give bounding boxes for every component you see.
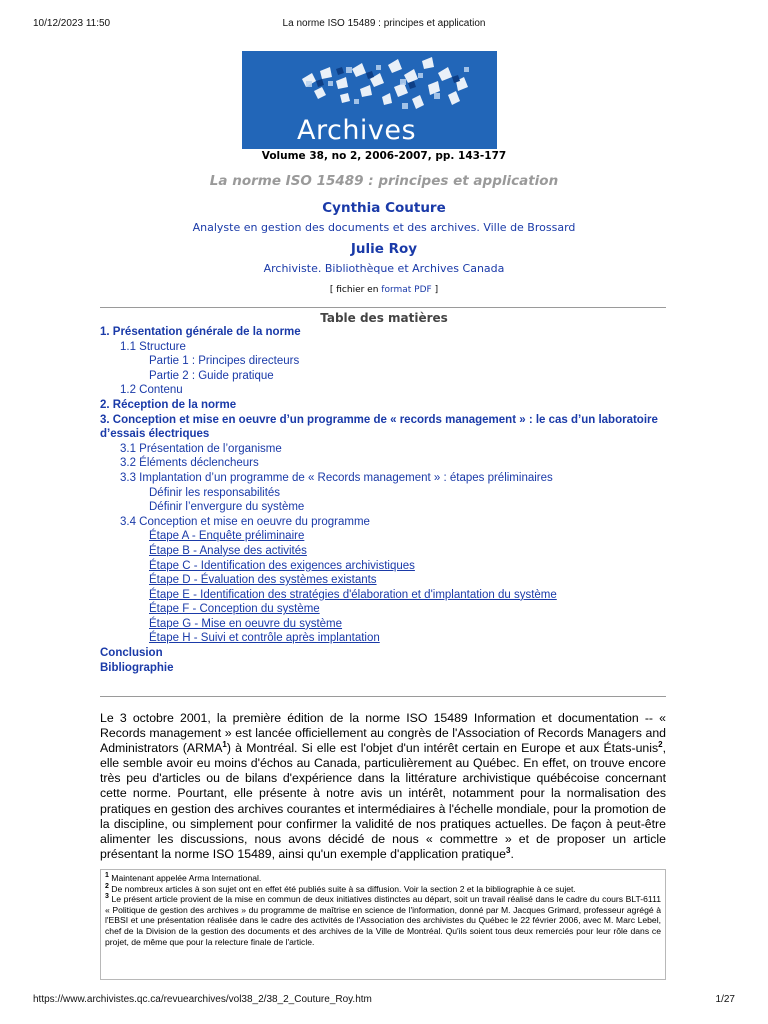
pdf-format-line	[0, 285, 768, 295]
toc-link[interactable]: 1. Présentation générale de la norme	[100, 326, 301, 338]
toc-step-link[interactable]	[100, 544, 660, 559]
toc-link[interactable]: Définir les responsabilités	[149, 486, 281, 499]
toc-link[interactable]: 3.1 Présentation de l’organisme	[120, 442, 282, 455]
toc-step-link[interactable]	[100, 559, 660, 574]
toc-step-link[interactable]	[100, 529, 660, 544]
footnote-ref[interactable]: 1	[222, 740, 227, 750]
footnote-ref[interactable]: 2	[658, 740, 663, 750]
toc-step-label[interactable]: Étape B - Analyse des activités	[149, 544, 307, 557]
toc-link[interactable]: 2. Réception de la norme	[100, 398, 237, 411]
toc-heading: Table des matières	[320, 311, 448, 325]
toc-link[interactable]: Définir l’envergure du système	[149, 501, 305, 514]
author-affiliation: Analyste en gestion des documents et des archives. Ville de Brossard	[192, 221, 576, 234]
intro-text: ) à Montréal. Si elle est l'objet d'un intérêt certain en Europe et aux États-unis	[226, 741, 659, 756]
toc-link[interactable]: 1.1 Structure	[120, 340, 186, 353]
toc-link[interactable]: Partie 2 : Guide pratique	[149, 369, 274, 382]
toc-step-label[interactable]: Étape C - Identification des exigences archivistiques	[149, 559, 415, 572]
divider	[100, 307, 666, 308]
footnote-text: Maintenant appelée Arma International.	[111, 873, 262, 883]
toc-link[interactable]: 3.4 Conception et mise en oeuvre du programme	[120, 515, 370, 528]
author-affiliation: Archiviste. Bibliothèque et Archives Canada	[263, 262, 505, 275]
footnote	[105, 894, 661, 947]
page-number: 1/27	[715, 994, 735, 1005]
toc-link[interactable]: 1.2 Contenu	[120, 384, 183, 397]
author-name: Cynthia Couture	[322, 200, 446, 216]
divider	[100, 696, 666, 697]
intro-paragraph	[100, 711, 666, 862]
footnote	[105, 884, 661, 895]
toc-step-link[interactable]	[100, 631, 660, 646]
table-of-contents	[100, 325, 660, 675]
toc-step-link[interactable]	[100, 588, 660, 603]
print-footer	[33, 994, 735, 1008]
toc-step-label[interactable]: Étape G - Mise en oeuvre du système	[149, 617, 343, 630]
footnote-text: De nombreux articles à son sujet ont en effet été publiés suite à sa diffusion. Voir la section 2 et la bibliographie à ce sujet.	[111, 883, 576, 894]
pdf-suffix: ]	[431, 285, 439, 295]
footnotes-box	[100, 869, 666, 980]
intro-text: .	[510, 846, 514, 861]
toc-link[interactable]: Conclusion	[100, 647, 163, 660]
intro-text: , elle semble avoir eu moins d'échos au Canada, particulièrement au Québec. En effet, on trouve encore très peu d'articles ou de bilans d'expérience dans la littérature archivistique québécoise concernant cette norme. Pourtant, elle présente à notre avis un intérêt, notamment pour la normalisation des pratiques en gestion des archives courantes et intermédiaires à l'échelle mondiale, pour la promotion de la discipline, ou simplement pour confirmer la validité de nos pratiques actuelles. De façon à peut-être alimenter les discussions, nous avons décidé de nous « commettre » et de proposer un article présentant la norme ISO 15489, ainsi qu'un exemple d'application pratique	[100, 741, 667, 861]
volume-info: Volume 38, no 2, 2006-2007, pp. 143-177	[261, 150, 507, 162]
page-url: https://www.archivistes.qc.ca/revuearchives/vol38_2/38_2_Couture_Roy.htm	[33, 994, 372, 1005]
print-header	[33, 18, 735, 32]
footnote-text: Le présent article provient de la mise en commun de deux initiatives distinctes au départ, soit un travail réalisé dans le cadre du cours BLT-6111 « Politique de gestion des archives » du programme de maîtrise en science de l'information, donné par M. Jacques Grimard, professeur agrégé à l'EBSI et une présentation réalisée dans le cadre des activités de l'Association des archivistes du Québec le 22 février 2006, avec M. Marc Lebel, chef de la Division de la gestion des documents et des archives de la Ville de Montréal. Qu'ils soient tous deux remerciés pour leur rôle dans ce projet, de même que pour la relecture finale de l'article.	[105, 894, 661, 947]
toc-link[interactable]: 3. Conception et mise en oeuvre d’un programme de « records management » : le cas d’un laboratoire d’essais électriques	[100, 413, 658, 441]
toc-step-label[interactable]: Étape A - Enquête préliminaire	[149, 530, 305, 543]
article-title: La norme ISO 15489 : principes et application	[209, 173, 559, 189]
toc-link[interactable]: 3.2 Éléments déclencheurs	[120, 457, 259, 470]
toc-step-label[interactable]: Étape E - Identification des stratégies d'élaboration et d'implantation du système	[149, 588, 557, 601]
banner-word: Archives	[297, 115, 417, 146]
footnote-ref[interactable]: 3	[505, 845, 511, 855]
pdf-prefix: [ fichier en	[329, 285, 382, 295]
toc-step-link[interactable]	[100, 617, 660, 632]
footnote	[105, 873, 661, 884]
toc-step-link[interactable]	[100, 573, 660, 588]
footnote-number[interactable]: 3	[105, 893, 109, 901]
toc-step-label[interactable]: Étape D - Évaluation des systèmes existants	[149, 574, 377, 587]
pdf-format-link[interactable]: format PDF	[381, 285, 432, 295]
toc-link[interactable]: 3.3 Implantation d’un programme de « Records management » : étapes préliminaires	[120, 471, 553, 484]
toc-step-label[interactable]: Étape F - Conception du système	[149, 603, 320, 616]
toc-step-link[interactable]	[100, 602, 660, 617]
toc-link[interactable]: Partie 1 : Principes directeurs	[149, 355, 300, 368]
footnote-number[interactable]: 2	[105, 882, 109, 890]
footnote-number[interactable]: 1	[105, 872, 109, 880]
toc-step-label[interactable]: Étape H - Suivi et contrôle après implantation	[149, 632, 380, 645]
archives-banner-logo	[242, 51, 497, 149]
author-name: Julie Roy	[350, 241, 418, 257]
print-datetime: 10/12/2023 11:50	[33, 18, 111, 29]
toc-link[interactable]: Bibliographie	[100, 661, 174, 674]
intro-text: Le 3 octobre 2001, la première édition de la norme ISO 15489 Information et documentation -- « Records management » est lancée officiellement au congrès de l'Association of Records Managers and Administrators (ARMA	[100, 711, 666, 756]
print-page-title: La norme ISO 15489 : principes et application	[282, 18, 486, 29]
